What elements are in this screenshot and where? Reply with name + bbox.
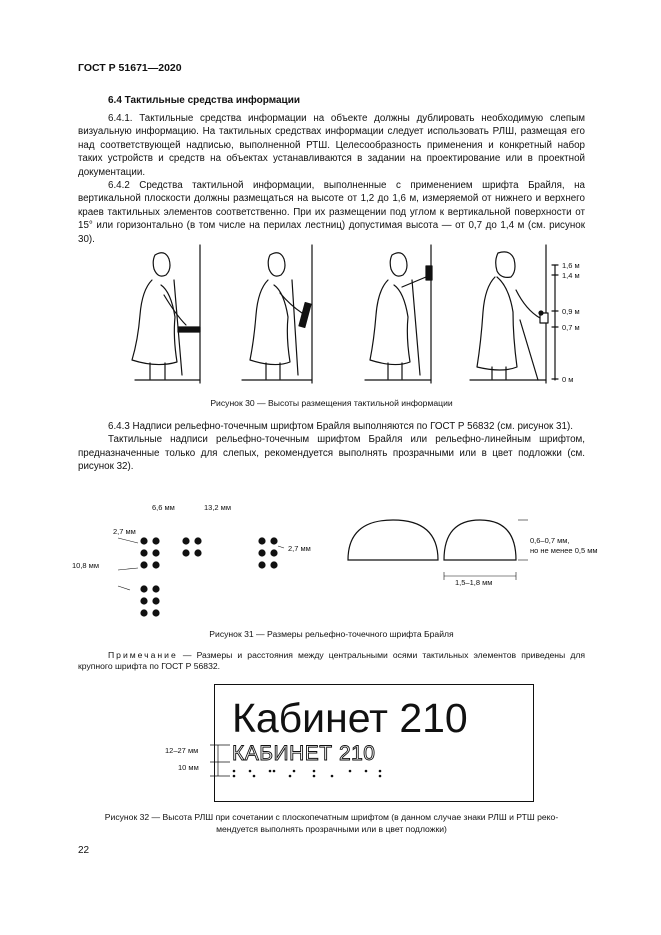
dim-relief-height: 12–27 мм	[165, 746, 199, 755]
braille-dots	[140, 537, 277, 616]
dim-2-7-left: 2,7 мм	[113, 527, 136, 536]
figure-32-caption-line-2: мендуется выполнять прозрачными или в цвет подложки)	[216, 824, 447, 834]
sign-relief-text: КАБИНЕТ 210	[232, 742, 376, 765]
note-label: Примечание	[108, 650, 178, 660]
dim-dot-base: 1,5–1,8 мм	[455, 578, 493, 587]
dot-profile-2	[444, 520, 516, 560]
person-figure-3	[370, 253, 432, 379]
person-figure-4	[477, 252, 548, 380]
note-block	[78, 650, 585, 673]
dim-6-6: 6,6 мм	[152, 503, 175, 512]
dim-2-7-right: 2,7 мм	[288, 544, 311, 553]
paragraph-tactile: Тактильные надписи рельефно-точечным шрифтом Брайля или рельефно-линейным шрифтом, предназначенные только для слепых, рекомендуется выполнять прозрачными или в цвет подложки (см. рисунок 32).	[78, 434, 585, 473]
person-figure-1	[132, 253, 200, 379]
paragraph-6-4-3: 6.4.3 Надписи рельефно-точечным шрифтом Брайля выполняются по ГОСТ Р 56832 (см. рисунок 31).	[108, 421, 573, 432]
figure-30-illustration	[120, 245, 590, 390]
height-label-0-9: 0,9 м	[562, 307, 580, 316]
height-label-1-4: 1,4 м	[562, 271, 580, 280]
paragraph-6-4-1: 6.4.1. Тактильные средства информации на объекте должны дублировать необходимую слепым визуальную информацию. На тактильных средствах информации следует использовать РЛШ, размещая его над соответствующей надписью, выполненной РТШ. Целесообразность применения и конкретный набор таких устройств и средств на объектах устанавливаются в задании на проектирование или в проектной документации.	[78, 113, 585, 178]
sign-braille-dots	[230, 768, 390, 780]
figure-31-caption: Рисунок 31 — Размеры рельефно-точечного шрифта Брайля	[209, 629, 454, 639]
height-label-0-7: 0,7 м	[562, 323, 580, 332]
dot-profile-1	[348, 520, 438, 560]
dim-dot-height-min: но не менее 0,5 мм	[530, 546, 598, 555]
sign-main-text: Кабинет 210	[232, 695, 468, 741]
figure-32-caption-line-1: Рисунок 32 — Высота РЛШ при сочетании с плоскопечатным шрифтом (в данном случае знаки РЛШ и РТШ реко-	[104, 812, 559, 822]
dim-10-8: 10,8 мм	[72, 561, 99, 570]
dim-13-2: 13,2 мм	[204, 503, 231, 512]
section-title: 6.4 Тактильные средства информации	[108, 95, 300, 106]
figure-32-caption	[78, 811, 585, 835]
figure-30-caption: Рисунок 30 — Высоты размещения тактильной информации	[210, 398, 453, 408]
paragraph-block-2	[78, 420, 585, 474]
height-label-0: 0 м	[562, 375, 574, 384]
paragraph-6-4-2: 6.4.2 Средства тактильной информации, выполненные с применением шрифта Брайля, на вертикальной плоскости должны размещаться на высоте от 1,2 до 1,6 м, измеряемой от нижнего и верхнего краев тактильных элементов соответственно. При их размещении под углом к вертикальной поверхности от 15° или горизонтально (в том числе на перилах лестниц) допустимая высота — от 0,7 до 1,4 м (см. рисунок 30).	[78, 180, 585, 245]
page-number: 22	[78, 845, 90, 856]
dim-braille-height: 10 мм	[178, 763, 199, 772]
note-text: — Размеры и расстояния между центральными осями тактильных элементов приведены для крупного шрифта по ГОСТ Р 56832.	[78, 650, 585, 672]
figure-31-illustration	[72, 498, 598, 628]
dim-dot-height: 0,6–0,7 мм,	[530, 536, 570, 545]
paragraph-block-1	[78, 112, 585, 246]
height-label-1-6: 1,6 м	[562, 261, 580, 270]
person-figure-2	[250, 253, 311, 379]
document-header: ГОСТ Р 51671—2020	[78, 62, 182, 74]
